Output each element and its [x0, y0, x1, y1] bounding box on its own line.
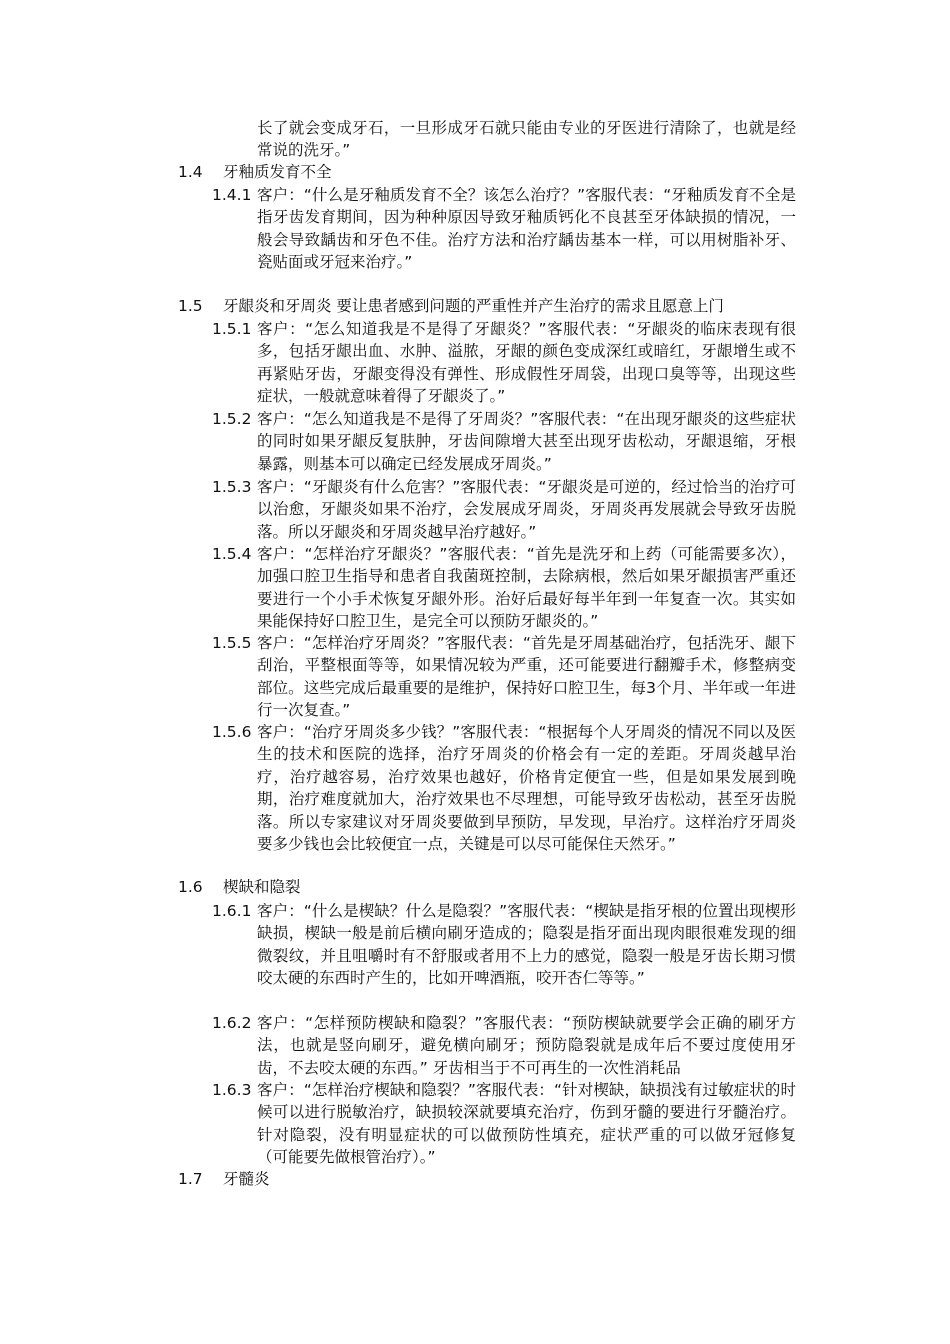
item-text: 客户：“怎么知道我是不是得了牙周炎？”客服代表：“在出现牙龈炎的这些症状的同时如果牙龈反复肤肿，牙齿间隙增大甚至出现牙齿松动，牙龈退缩，牙根暴露，则基本可以确定已经发展成牙周炎。”	[257, 410, 796, 473]
list-item-1-6-3	[212, 1079, 796, 1169]
item-number: 1.6.1	[212, 902, 252, 920]
item-text: 客户：“治疗牙周炎多少钱？”客服代表：“根据每个人牙周炎的情况不同以及医生的技术和医院的选择，治疗牙周炎的价格会有一定的差距。牙周炎越早治疗，治疗越容易，治疗效果也越好，价格肯定便宜一些，但是如果发展到晚期，治疗难度就加大，治疗效果也不尽理想，可能导致牙齿松动，甚至牙齿脱落。所以专家建议对牙周炎要做到早预防，早发现，早治疗。这样治疗牙周炎要多少钱也会比较便宜一点，关键是可以尽可能保住天然牙。”	[257, 723, 796, 854]
section-number: 1.5	[178, 297, 203, 315]
item-number: 1.5.4	[212, 545, 252, 563]
item-text: 客户：“怎样治疗牙周炎？”客服代表：“首先是牙周基础治疗，包括洗牙、龈下刮治，平整根面等等，如果情况较为严重，还可能要进行翻瓣手术，修整病变部位。这些完成后最重要的是维护，保持好口腔卫生，每3个月、半年或一年进行一次复查。”	[257, 634, 796, 720]
section-number: 1.4	[178, 163, 203, 181]
section-heading-1-6	[178, 876, 301, 898]
list-item-1-5-4	[212, 543, 796, 633]
section-title: 牙釉质发育不全	[223, 163, 332, 181]
list-item-1-5-3	[212, 476, 796, 543]
item-number: 1.5.1	[212, 320, 252, 338]
section-number: 1.6	[178, 878, 203, 896]
section-heading-1-7	[178, 1168, 270, 1190]
item-number: 1.4.1	[212, 186, 252, 204]
list-item-1-5-5	[212, 632, 796, 722]
item-text: 客户：“怎样治疗牙龈炎？”客服代表：“首先是洗牙和上药（可能需要多次），加强口腔卫生指导和患者自我菌斑控制，去除病根，然后如果牙龈损害严重还要进行一个小手术恢复牙龈外形。治好后最好每半年到一年复查一次。其实如果能保持好口腔卫生，是完全可以预防牙龈炎的。”	[257, 545, 796, 631]
list-item-1-6-2	[212, 1012, 796, 1079]
item-number: 1.5.5	[212, 634, 252, 652]
section-title: 楔缺和隐裂	[223, 878, 301, 896]
section-heading-1-4	[178, 161, 332, 183]
section-heading-1-5	[178, 295, 724, 317]
item-text: 客户：“什么是牙釉质发育不全？该怎么治疗？”客服代表：“牙釉质发育不全是指牙齿发育期间，因为种种原因导致牙釉质钙化不良甚至牙体缺损的情况，一般会导致龋齿和牙色不佳。治疗方法和治疗龋齿基本一样，可以用树脂补牙、瓷贴面或牙冠来治疗。”	[257, 186, 796, 272]
list-item-1-5-1	[212, 318, 796, 408]
item-text: 客户：“什么是楔缺？什么是隐裂？”客服代表：“楔缺是指牙根的位置出现楔形缺损，楔缺一般是前后横向刷牙造成的；隐裂是指牙面出现肉眼很难发现的细微裂纹，并且咀嚼时有不舒服或者用不上力的感觉，隐裂一般是牙齿长期习惯咬太硬的东西时产生的，比如开啤酒瓶，咬开杏仁等等。”	[257, 902, 796, 988]
list-item-1-5-2	[212, 408, 796, 475]
item-number: 1.6.3	[212, 1081, 252, 1099]
section-number: 1.7	[178, 1170, 203, 1188]
item-number: 1.5.6	[212, 723, 252, 741]
list-item-1-5-6	[212, 721, 796, 855]
item-text: 客户：“怎样预防楔缺和隐裂？”客服代表：“预防楔缺就要学会正确的刷牙方法，也就是竖向刷牙，避免横向刷牙；预防隐裂就是成年后不要过度使用牙齿，不去咬太硬的东西。” 牙齿相当于不可再生的一次性消耗品	[257, 1014, 796, 1077]
list-item-1-4-1	[212, 184, 796, 274]
item-text: 客户：“怎么知道我是不是得了牙龈炎？”客服代表：“牙龈炎的临床表现有很多，包括牙龈出血、水肿、溢脓，牙龈的颜色变成深红或暗红，牙龈增生或不再紧贴牙齿，牙龈变得没有弹性、形成假性牙周袋，出现口臭等等，出现这些症状，一般就意味着得了牙龈炎了。”	[257, 320, 796, 406]
item-text: 客户：“怎样治疗楔缺和隐裂？”客服代表：“针对楔缺，缺损浅有过敏症状的时候可以进行脱敏治疗，缺损较深就要填充治疗，伤到牙髓的要进行牙髓治疗。针对隐裂，没有明显症状的可以做预防性填充，症状严重的可以做牙冠修复（可能要先做根管治疗）。”	[257, 1081, 796, 1167]
continuation-paragraph: 长了就会变成牙石，一旦形成牙石就只能由专业的牙医进行清除了，也就是经常说的洗牙。”	[257, 119, 796, 160]
item-text: 客户：“牙龈炎有什么危害？”客服代表：“牙龈炎是可逆的，经过恰当的治疗可以治愈，牙龈炎如果不治疗，会发展成牙周炎，牙周炎再发展就会导致牙齿脱落。所以牙龈炎和牙周炎越早治疗越好。”	[257, 478, 796, 541]
section-title: 牙髓炎	[223, 1170, 270, 1188]
item-number: 1.5.2	[212, 410, 252, 428]
section-title: 牙龈炎和牙周炎 要让患者感到问题的严重性并产生治疗的需求且愿意上门	[223, 297, 724, 315]
list-item-1-6-1	[212, 900, 796, 990]
item-number: 1.5.3	[212, 478, 252, 496]
item-number: 1.6.2	[212, 1014, 252, 1032]
